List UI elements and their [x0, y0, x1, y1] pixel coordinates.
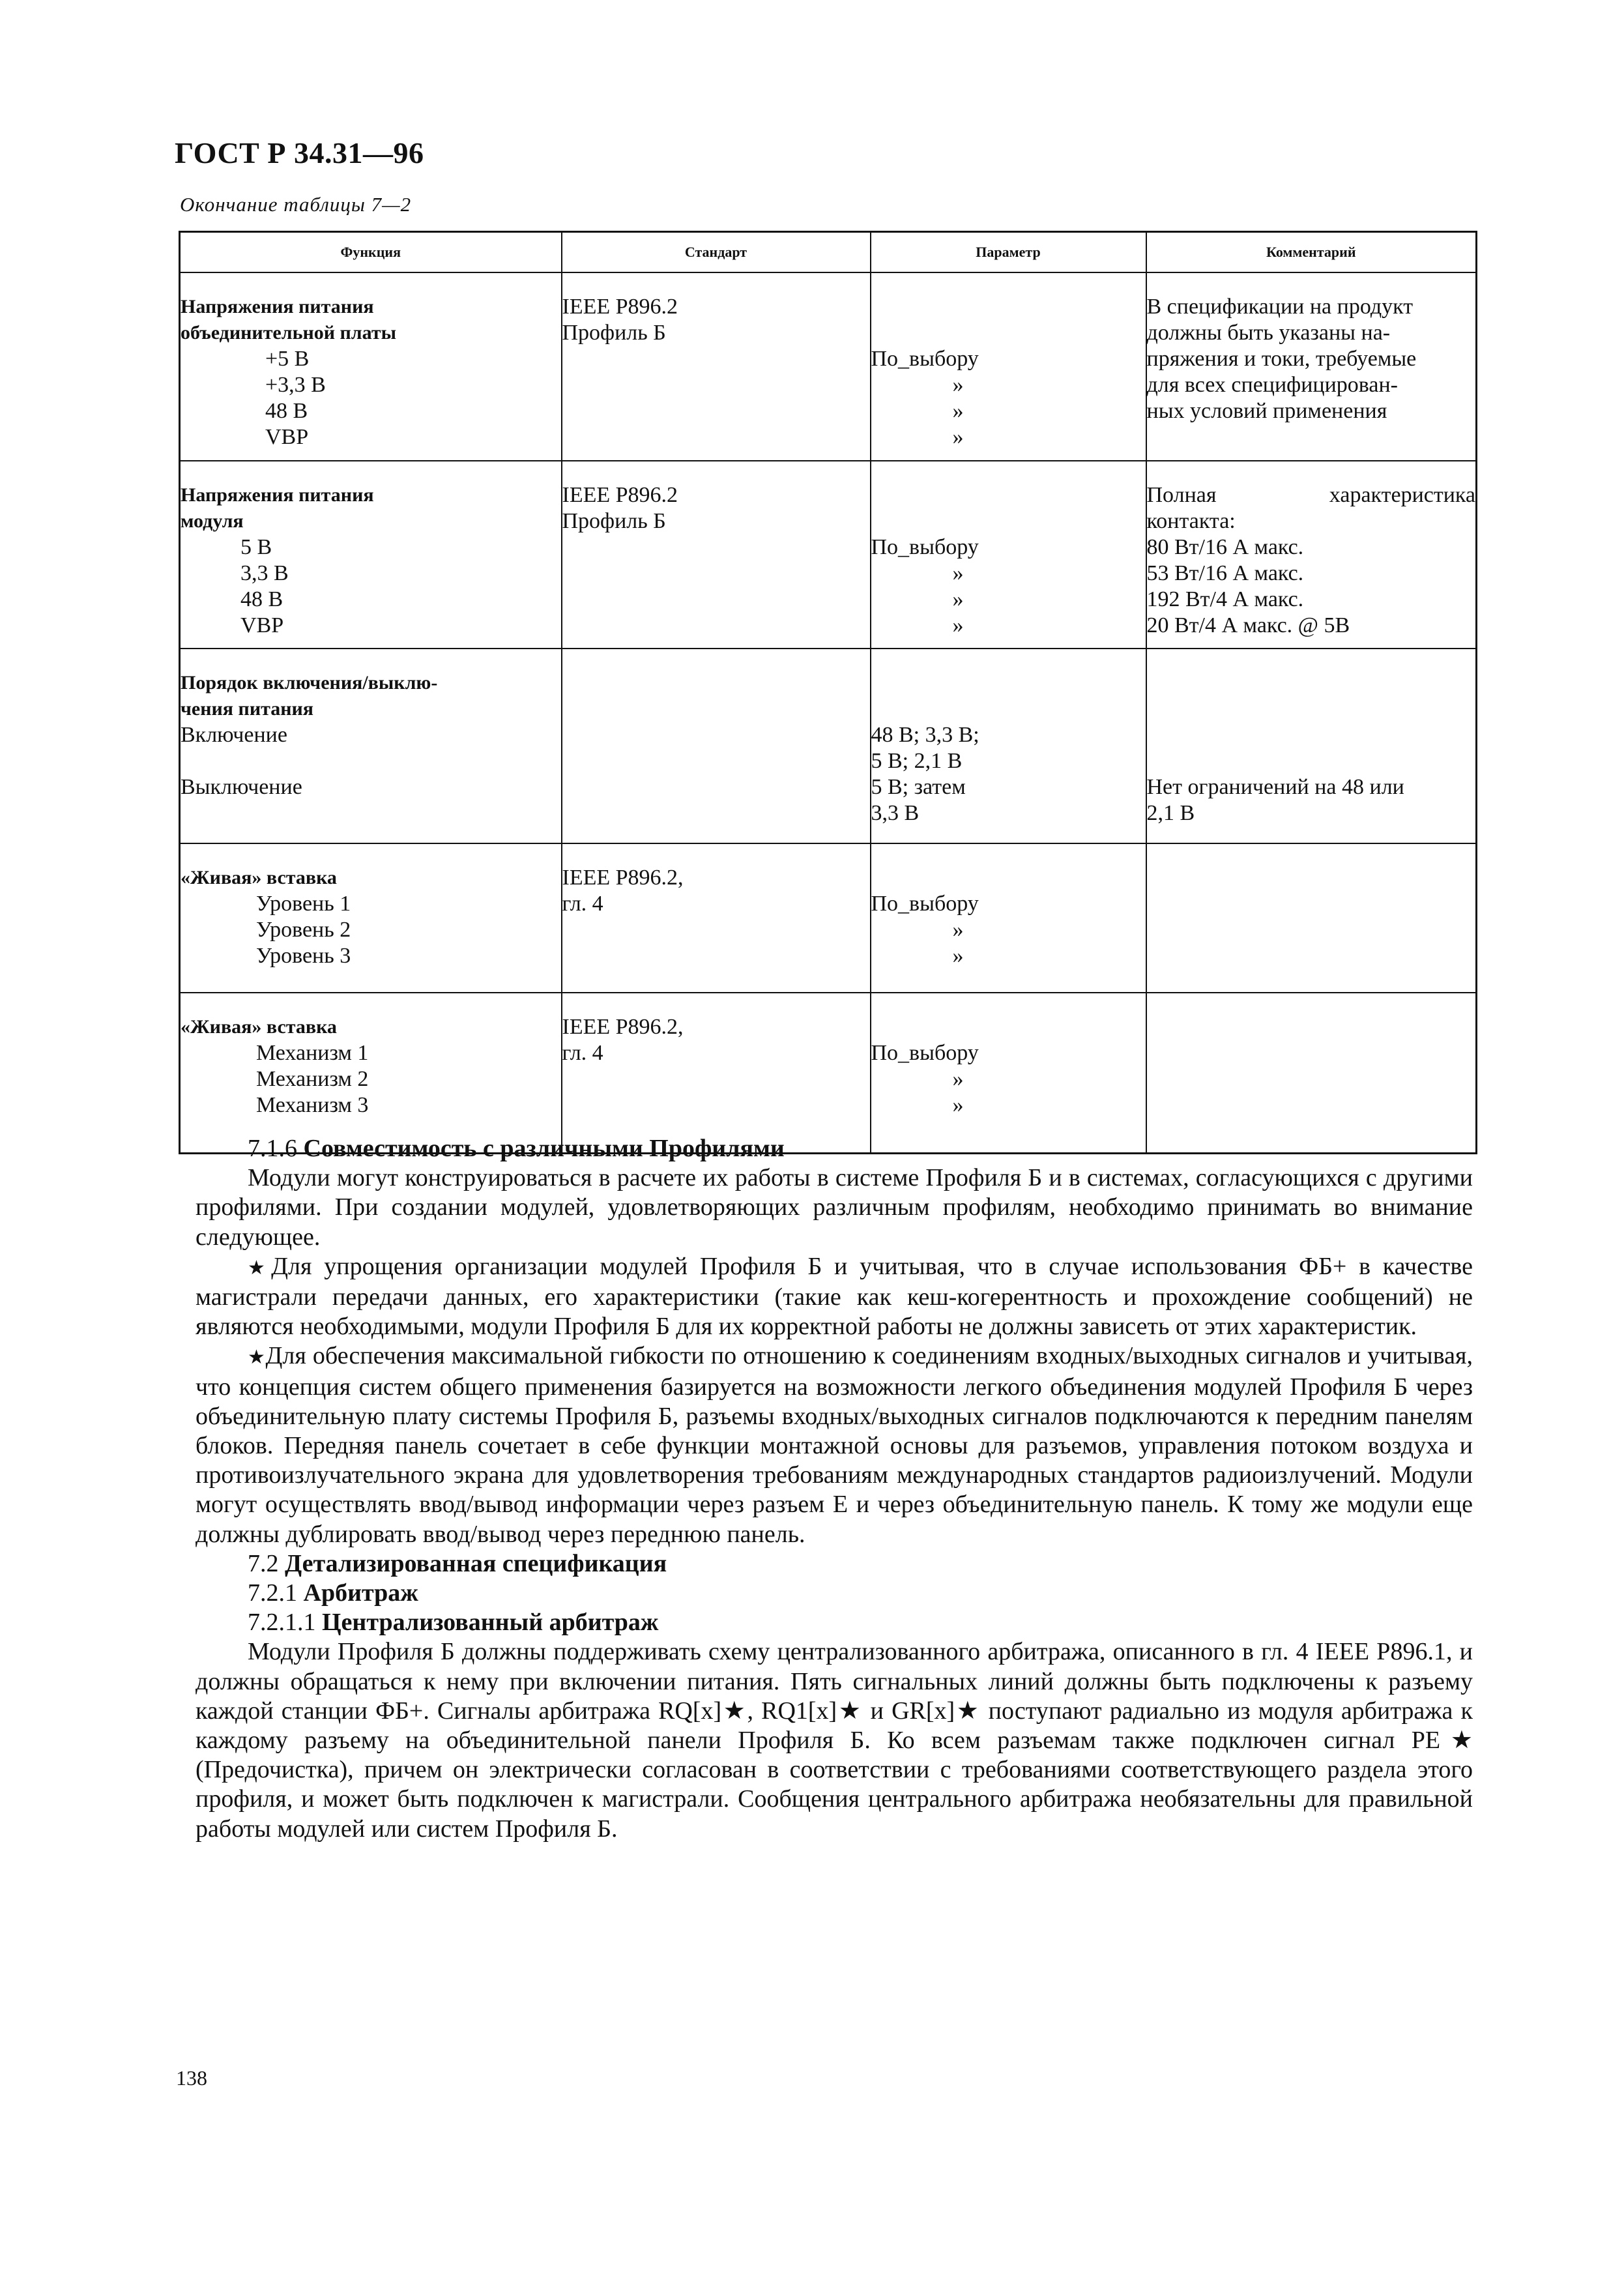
table-caption: Окончание таблицы 7—2 — [180, 193, 412, 216]
function-item: Уровень 2 — [256, 918, 351, 942]
column-header-standard: Стандарт — [562, 232, 871, 273]
page-number: 138 — [176, 2066, 207, 2090]
comment-line: Полная характеристика — [1146, 483, 1475, 507]
section-title: Совместимость с различными Профилями — [303, 1135, 785, 1162]
parameter-line: 3,3 В — [871, 801, 920, 825]
parameter-line — [871, 482, 1146, 508]
parameter-line — [871, 1014, 1146, 1040]
comment-line: ных условий применения — [1146, 399, 1387, 423]
function-item — [181, 748, 561, 774]
comment-line: В спецификации на продукт — [1146, 295, 1414, 319]
parameter-line: » — [952, 1093, 964, 1117]
function-item: Механизм 1 — [256, 1041, 369, 1065]
standard-line: гл. 4 — [562, 1041, 603, 1065]
function-item: Механизм 3 — [256, 1093, 369, 1117]
function-item: Механизм 2 — [256, 1067, 369, 1091]
cell-standard — [562, 649, 871, 843]
paragraph: Модули Профиля Б должны поддерживать схему централизованного арбитража, описанного в гл. 4 IEEE P896.1, и должны обращаться к нему при включении питания. Пять сигнальных линий должны быть подключены к разъему каждой станции ФБ+. Сигналы арбитража RQ[x]★, RQ1[x]★ и GR[x]★ поступают радиально из модуля арбитража к каждому разъему на объединительной панели Профиля Б. Ко всем разъемам также подключен сигнал PE★ (Предочистка), причем он электрически согласован в соответствии с требованиями соответствующего раздела этого профиля, и может быть подключен к магистрали. Сообщения центрального арбитража необязательны для правильной работы модулей или систем Профиля Б. — [196, 1638, 1473, 1843]
parameter-line: По_выбору — [871, 892, 979, 916]
comment-line: должны быть указаны на- — [1146, 321, 1391, 345]
function-item: 5 В — [240, 535, 272, 559]
table-header-row — [180, 232, 1477, 273]
parameter-line: » — [952, 425, 964, 449]
function-item: VBP — [265, 425, 309, 449]
parameter-line — [871, 320, 1146, 346]
cell-function — [180, 649, 562, 843]
function-item: Выключение — [181, 775, 302, 799]
comment-line: 80 Вт/16 А макс. — [1146, 535, 1304, 559]
parameter-line — [871, 508, 1146, 534]
parameter-line: » — [952, 918, 964, 942]
parameter-line: » — [952, 613, 964, 637]
function-item: 48 В — [240, 587, 283, 611]
column-header-comment: Комментарий — [1146, 232, 1477, 273]
section-number: 7.2 — [248, 1549, 279, 1577]
column-header-function: Функция — [180, 232, 562, 273]
paragraph-text: Для упрощения организации модулей Профиля Б и учитывая, что в случае использования ФБ+ в качестве магистрали передачи данных, его характеристики (такие как кеш-когерентность и прохождение сообщений) не являются необходимыми, модули Профиля Б для их корректной работы не должны зависеть от этих характеристик. — [196, 1252, 1473, 1341]
function-heading: модуля — [181, 510, 244, 532]
cell-function — [180, 272, 562, 461]
standard-line: IEEE P896.2, — [562, 1015, 684, 1039]
comment-line: 192 Вт/4 А макс. — [1146, 587, 1304, 611]
parameter-line: По_выбору — [871, 1041, 979, 1065]
parameter-line: 48 В; 3,3 В; — [871, 723, 979, 747]
cell-function — [180, 993, 562, 1154]
function-heading: Напряжения питания — [181, 484, 374, 506]
standard-line: Профиль Б — [562, 509, 666, 533]
cell-standard — [562, 461, 871, 649]
function-item: +5 В — [265, 347, 310, 371]
standard-line: Профиль Б — [562, 321, 666, 345]
function-heading: «Живая» вставка — [181, 867, 337, 888]
cell-function — [180, 461, 562, 649]
section-heading-7-2-1 — [196, 1579, 1473, 1608]
section-heading-7-2 — [196, 1549, 1473, 1579]
section-heading-7-1-6 — [196, 1134, 1473, 1163]
parameter-line — [871, 294, 1146, 320]
comment-line: 20 Вт/4 А макс. @ 5В — [1146, 613, 1350, 637]
cell-parameter — [871, 993, 1146, 1154]
document-title: ГОСТ Р 34.31—96 — [175, 136, 424, 169]
parameter-line: По_выбору — [871, 347, 979, 371]
cell-function — [180, 843, 562, 993]
standard-line: IEEE P896.2 — [562, 483, 678, 507]
section-title: Детализированная спецификация — [285, 1549, 667, 1577]
section-number: 7.2.1.1 — [248, 1609, 316, 1637]
cell-comment — [1146, 272, 1477, 461]
function-heading: чения питания — [181, 698, 314, 720]
parameter-line: По_выбору — [871, 535, 979, 559]
comment-line: Нет ограничений на 48 или — [1146, 775, 1404, 799]
standard-line: IEEE P896.2, — [562, 866, 684, 890]
parameter-line — [871, 670, 1146, 696]
paragraph-bulleted — [196, 1252, 1473, 1342]
comment-line: 53 Вт/16 А макс. — [1146, 561, 1304, 585]
comment-line: пряжения и токи, требуемые — [1146, 347, 1417, 371]
cell-parameter — [871, 272, 1146, 461]
star-icon: ★ — [248, 1346, 266, 1369]
standard-line: гл. 4 — [562, 892, 603, 916]
table-row — [180, 272, 1477, 461]
parameter-line: 5 В; затем — [871, 775, 966, 799]
function-heading: Порядок включения/выклю- — [181, 672, 438, 693]
section-title: Арбитраж — [303, 1579, 418, 1607]
function-heading: «Живая» вставка — [181, 1016, 337, 1038]
comment-line: для всех специфицирован- — [1146, 373, 1399, 397]
section-title: Централизованный арбитраж — [322, 1609, 659, 1637]
table-row — [180, 993, 1477, 1154]
parameter-line: » — [952, 399, 964, 423]
comment-line — [1147, 722, 1476, 748]
table-row — [180, 649, 1477, 843]
parameter-line: » — [952, 944, 964, 968]
cell-comment — [1146, 843, 1477, 993]
cell-comment — [1146, 649, 1477, 843]
parameter-line — [871, 865, 1146, 891]
parameter-line: » — [952, 561, 964, 585]
function-item: VBP — [240, 613, 284, 637]
cell-parameter — [871, 461, 1146, 649]
function-item: 3,3 В — [240, 561, 289, 585]
parameter-line — [871, 696, 1146, 722]
function-item: +3,3 В — [265, 373, 326, 397]
cell-parameter — [871, 649, 1146, 843]
function-heading: объединительной платы — [181, 322, 397, 343]
paragraph: Модули могут конструироваться в расчете их работы в системе Профиля Б и в системах, согласующихся с другими профилями. При создании модулей, удовлетворяющих различным профилям, необходимо принимать во внимание следующее. — [196, 1164, 1473, 1251]
cell-parameter — [871, 843, 1146, 993]
cell-standard — [562, 843, 871, 993]
standard-line: IEEE P896.2 — [562, 295, 678, 319]
function-item: Уровень 1 — [256, 892, 351, 916]
body-text — [196, 1134, 1473, 1844]
column-header-parameter: Параметр — [871, 232, 1146, 273]
function-item: Уровень 3 — [256, 944, 351, 968]
section-number: 7.2.1 — [248, 1579, 297, 1607]
specification-table — [179, 231, 1477, 1154]
paragraph-text: Для обеспечения максимальной гибкости по отношению к соединениям входных/выходных сигналов и учитывая, что концепция систем общего применения базируется на возможности легкого объединения модулей Профиля Б через объединительную плату системы Профиля Б, разъемы входных/выходных сигналов подключаются к передним панелям блоков. Передняя панель сочетает в себе функции монтажной основы для разъемов, управления потоком воздуха и противоизлучательного экрана для удовлетворения требованиям международных стандартов радиоизлучений. Модули могут осуществлять ввод/вывод информации через разъем Е и через объединительную панель. К тому же модули еще должны дублировать ввод/вывод через переднюю панель. — [196, 1342, 1473, 1548]
comment-line — [1147, 696, 1476, 722]
cell-standard — [562, 993, 871, 1154]
paragraph-bulleted — [196, 1341, 1473, 1549]
cell-comment — [1146, 993, 1477, 1154]
function-item: 48 В — [265, 399, 308, 423]
parameter-line: » — [952, 1067, 964, 1091]
comment-line — [1147, 670, 1476, 696]
parameter-line: » — [952, 587, 964, 611]
section-number: 7.1.6 — [248, 1135, 297, 1162]
table-row — [180, 461, 1477, 649]
star-icon: ★ — [248, 1256, 272, 1279]
comment-line: 2,1 В — [1146, 801, 1195, 825]
parameter-line: » — [952, 373, 964, 397]
comment-line: контакта: — [1146, 509, 1236, 533]
cell-standard — [562, 272, 871, 461]
cell-comment — [1146, 461, 1477, 649]
parameter-line: 5 В; 2,1 В — [871, 749, 963, 773]
section-heading-7-2-1-1 — [196, 1608, 1473, 1637]
function-item: Включение — [181, 723, 287, 747]
comment-line — [1147, 748, 1476, 774]
table-row — [180, 843, 1477, 993]
function-heading: Напряжения питания — [181, 296, 374, 317]
